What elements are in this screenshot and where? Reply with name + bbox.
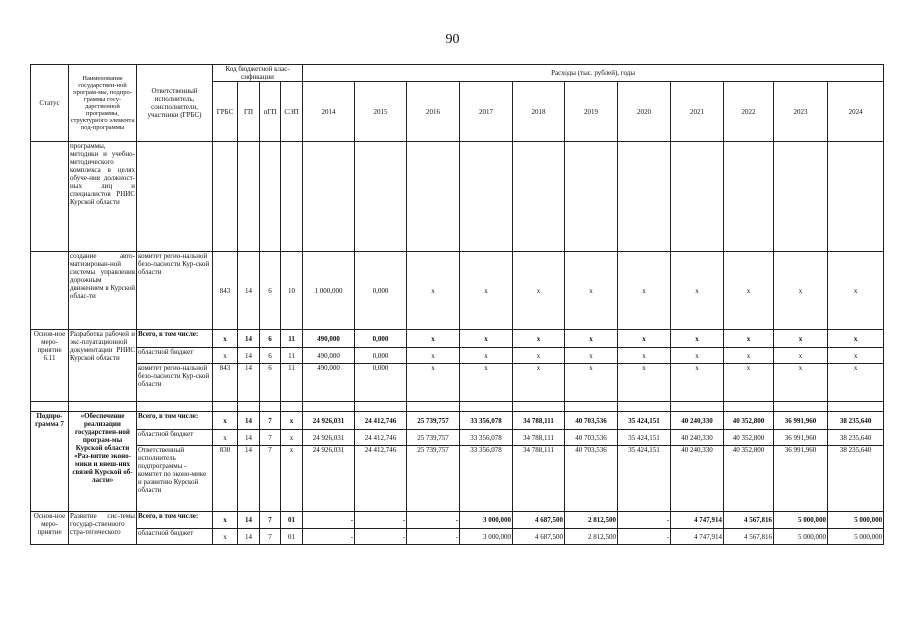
value-cell: -: [618, 529, 671, 545]
header-code-grbs: ГРБС: [213, 82, 238, 142]
value-cell: 24 926,031: [303, 412, 355, 430]
header-year: 2015: [355, 82, 407, 142]
page-number: 90: [445, 32, 460, 47]
value-cell: 34 788,111: [513, 446, 565, 512]
value-cell: -: [407, 512, 460, 529]
value-cell: 40 703,536: [565, 412, 618, 430]
value-cell: 35 424,151: [618, 430, 671, 446]
value-cell: 34 788,111: [513, 430, 565, 446]
value-cell: 4 567,816: [724, 512, 774, 529]
value-cell: x: [407, 348, 460, 364]
value-cell: x: [671, 364, 724, 402]
value-cell: 40 352,800: [724, 412, 774, 430]
responsible-cell: областной бюджет: [137, 348, 213, 364]
value-cell: 0,000: [355, 252, 407, 330]
responsible-cell: комитет регио-нальной безо-пасности Кур-ской области: [137, 364, 213, 402]
code-cell: x: [281, 446, 303, 512]
code-cell: x: [213, 330, 238, 348]
value-cell: 40 352,800: [724, 446, 774, 512]
value-cell: x: [724, 364, 774, 402]
table-row: [31, 330, 884, 348]
value-cell: 40 352,800: [724, 430, 774, 446]
value-cell: 3 000,000: [460, 529, 513, 545]
table-row: [31, 142, 884, 252]
code-cell: x: [281, 412, 303, 430]
code-cell: 11: [281, 330, 303, 348]
code-cell: x: [213, 348, 238, 364]
name-cell: Развитие сис-темы государ-ственного стра-тегического: [69, 512, 137, 545]
value-cell: 4 747,914: [671, 512, 724, 529]
value-cell: x: [513, 364, 565, 402]
code-cell: 6: [260, 330, 281, 348]
table-row: [31, 529, 884, 545]
header-year: 2023: [774, 82, 828, 142]
header-year: 2020: [618, 82, 671, 142]
value-cell: 4 687,500: [513, 529, 565, 545]
table-row: [31, 512, 884, 529]
value-cell: 0,000: [355, 364, 407, 402]
code-cell: 14: [238, 364, 260, 402]
header-code-pgp: пГП: [260, 82, 281, 142]
value-cell: 36 991,960: [774, 446, 828, 512]
value-cell: 38 235,640: [828, 430, 884, 446]
value-cell: 40 240,330: [671, 412, 724, 430]
responsible-cell: Всего, в том числе:: [137, 512, 213, 529]
header-row-1: [31, 65, 884, 82]
value-cell: 1 000,000: [303, 252, 355, 330]
value-cell: 3 000,000: [460, 512, 513, 529]
code-cell: 10: [281, 252, 303, 330]
value-cell: x: [460, 364, 513, 402]
value-cell: x: [407, 252, 460, 330]
code-cell: 01: [281, 529, 303, 545]
code-cell: 14: [238, 446, 260, 512]
header-code-group: Код бюджетной клас-сификации: [213, 65, 303, 82]
value-cell: 24 412,746: [355, 446, 407, 512]
code-cell: 7: [260, 529, 281, 545]
value-cell: x: [513, 348, 565, 364]
value-cell: x: [774, 330, 828, 348]
status-cell: Основ-ное меро-приятие 6.11: [31, 330, 69, 402]
code-cell: 7: [260, 412, 281, 430]
value-cell: x: [565, 364, 618, 402]
name-cell: программы, методики и учебно-методического комплекса в целях обуче-ния должност-ных лиц и специалистов РНИС Курской области: [69, 142, 137, 252]
table-row: [31, 364, 884, 402]
header-year: 2022: [724, 82, 774, 142]
code-cell: 6: [260, 252, 281, 330]
value-cell: 36 991,960: [774, 430, 828, 446]
value-cell: 36 991,960: [774, 412, 828, 430]
value-cell: 40 703,536: [565, 430, 618, 446]
code-cell: 830: [213, 446, 238, 512]
code-cell: 14: [238, 330, 260, 348]
value-cell: x: [724, 348, 774, 364]
value-cell: 4 567,816: [724, 529, 774, 545]
code-cell: x: [213, 529, 238, 545]
value-cell: x: [460, 330, 513, 348]
value-cell: 24 926,031: [303, 446, 355, 512]
code-cell: 843: [213, 252, 238, 330]
value-cell: 40 703,536: [565, 446, 618, 512]
value-cell: 25 739,757: [407, 430, 460, 446]
value-cell: x: [565, 252, 618, 330]
value-cell: -: [407, 529, 460, 545]
value-cell: x: [460, 252, 513, 330]
value-cell: 38 235,640: [828, 446, 884, 512]
header-code-sep: СЭП: [281, 82, 303, 142]
value-cell: 24 412,746: [355, 430, 407, 446]
value-cell: x: [828, 330, 884, 348]
value-cell: x: [618, 364, 671, 402]
header-responsible: Ответственный исполнитель, соисполнители, участники (ГРБС): [137, 65, 213, 142]
table-row: [31, 446, 884, 512]
value-cell: x: [828, 252, 884, 330]
code-cell: 7: [260, 446, 281, 512]
value-cell: 0,000: [355, 330, 407, 348]
value-cell: 38 235,640: [828, 412, 884, 430]
value-cell: 4 687,500: [513, 512, 565, 529]
value-cell: 25 739,757: [407, 412, 460, 430]
value-cell: x: [828, 364, 884, 402]
code-cell: 14: [238, 529, 260, 545]
code-cell: 6: [260, 364, 281, 402]
value-cell: 2 812,500: [565, 529, 618, 545]
responsible-cell: областной бюджет: [137, 529, 213, 545]
code-cell: 14: [238, 512, 260, 529]
table-row: [31, 252, 884, 330]
value-cell: 5 000,000: [774, 529, 828, 545]
code-cell: 11: [281, 364, 303, 402]
code-cell: 11: [281, 348, 303, 364]
value-cell: 33 356,078: [460, 446, 513, 512]
header-expenses-group: Расходы (тыс. рублей), годы: [303, 65, 884, 82]
value-cell: x: [513, 252, 565, 330]
status-cell: Основ-ное меро-приятие: [31, 512, 69, 545]
value-cell: 25 739,757: [407, 446, 460, 512]
header-year: 2018: [513, 82, 565, 142]
value-cell: -: [618, 512, 671, 529]
value-cell: 490,000: [303, 348, 355, 364]
table-row: [31, 348, 884, 364]
value-cell: x: [774, 252, 828, 330]
value-cell: x: [724, 330, 774, 348]
code-cell: 01: [281, 512, 303, 529]
value-cell: 24 412,746: [355, 412, 407, 430]
value-cell: x: [671, 252, 724, 330]
value-cell: 5 000,000: [774, 512, 828, 529]
value-cell: x: [460, 348, 513, 364]
header-year: 2019: [565, 82, 618, 142]
code-cell: 14: [238, 348, 260, 364]
header-year: 2016: [407, 82, 460, 142]
code-cell: 7: [260, 430, 281, 446]
code-cell: 7: [260, 512, 281, 529]
value-cell: x: [407, 330, 460, 348]
value-cell: x: [671, 348, 724, 364]
value-cell: -: [355, 512, 407, 529]
header-code-gp: ГП: [238, 82, 260, 142]
code-cell: x: [213, 430, 238, 446]
value-cell: 5 000,000: [828, 512, 884, 529]
value-cell: x: [565, 348, 618, 364]
status-cell: Подпро-грамма 7: [31, 412, 69, 512]
value-cell: 0,000: [355, 348, 407, 364]
code-cell: x: [213, 412, 238, 430]
value-cell: 5 000,000: [828, 529, 884, 545]
value-cell: -: [303, 512, 355, 529]
value-cell: -: [355, 529, 407, 545]
value-cell: x: [618, 330, 671, 348]
name-cell: создание авто-матизирован-ной системы управления дорожным движением в Курской облас-ти: [69, 252, 137, 330]
expenses-table: [30, 64, 884, 545]
value-cell: 35 424,151: [618, 446, 671, 512]
value-cell: 35 424,151: [618, 412, 671, 430]
value-cell: 490,000: [303, 330, 355, 348]
value-cell: 2 812,500: [565, 512, 618, 529]
code-cell: 843: [213, 364, 238, 402]
header-status: Статус: [31, 65, 69, 142]
value-cell: x: [671, 330, 724, 348]
responsible-cell: Всего, в том числе:: [137, 330, 213, 348]
value-cell: 33 356,078: [460, 412, 513, 430]
responsible-cell: Ответственный исполнитель подпрограммы - комитет по эконо-мике и развитию Курской области: [137, 446, 213, 512]
table-row: [31, 412, 884, 430]
responsible-cell: Всего, в том числе:: [137, 412, 213, 430]
header-year: 2017: [460, 82, 513, 142]
code-cell: x: [213, 512, 238, 529]
value-cell: x: [618, 348, 671, 364]
header-year: 2014: [303, 82, 355, 142]
header-name: Наименование государствен-ной програм-мы, подпро-граммы госу-дарственной программы, структурного элемента под-программы: [69, 65, 137, 142]
value-cell: 33 356,078: [460, 430, 513, 446]
value-cell: x: [828, 348, 884, 364]
code-cell: 14: [238, 252, 260, 330]
value-cell: -: [303, 529, 355, 545]
value-cell: 24 926,031: [303, 430, 355, 446]
code-cell: 14: [238, 412, 260, 430]
header-year: 2024: [828, 82, 884, 142]
value-cell: 4 747,914: [671, 529, 724, 545]
code-cell: 6: [260, 348, 281, 364]
value-cell: x: [618, 252, 671, 330]
code-cell: 14: [238, 430, 260, 446]
name-cell: «Обеспечение реализации государствен-ной програм-мы Курской области «Раз-витие эконо-мики и внеш-них связей Курской об-ласти»: [69, 412, 137, 512]
header-year: 2021: [671, 82, 724, 142]
table-row: [31, 430, 884, 446]
value-cell: 40 240,330: [671, 446, 724, 512]
value-cell: x: [724, 252, 774, 330]
responsible-cell: областной бюджет: [137, 430, 213, 446]
value-cell: x: [774, 348, 828, 364]
name-cell: Разработка рабочей и экс-плуатационной документации РНИС Курской области: [69, 330, 137, 402]
code-cell: x: [281, 430, 303, 446]
value-cell: x: [513, 330, 565, 348]
value-cell: x: [407, 364, 460, 402]
spacer-row: [31, 402, 884, 412]
value-cell: x: [565, 330, 618, 348]
status-cell: [31, 142, 69, 252]
value-cell: 40 240,330: [671, 430, 724, 446]
value-cell: x: [774, 364, 828, 402]
responsible-cell: комитет регио-нальной безо-пасности Кур-ской области: [137, 252, 213, 330]
value-cell: 490,000: [303, 364, 355, 402]
value-cell: 34 788,111: [513, 412, 565, 430]
